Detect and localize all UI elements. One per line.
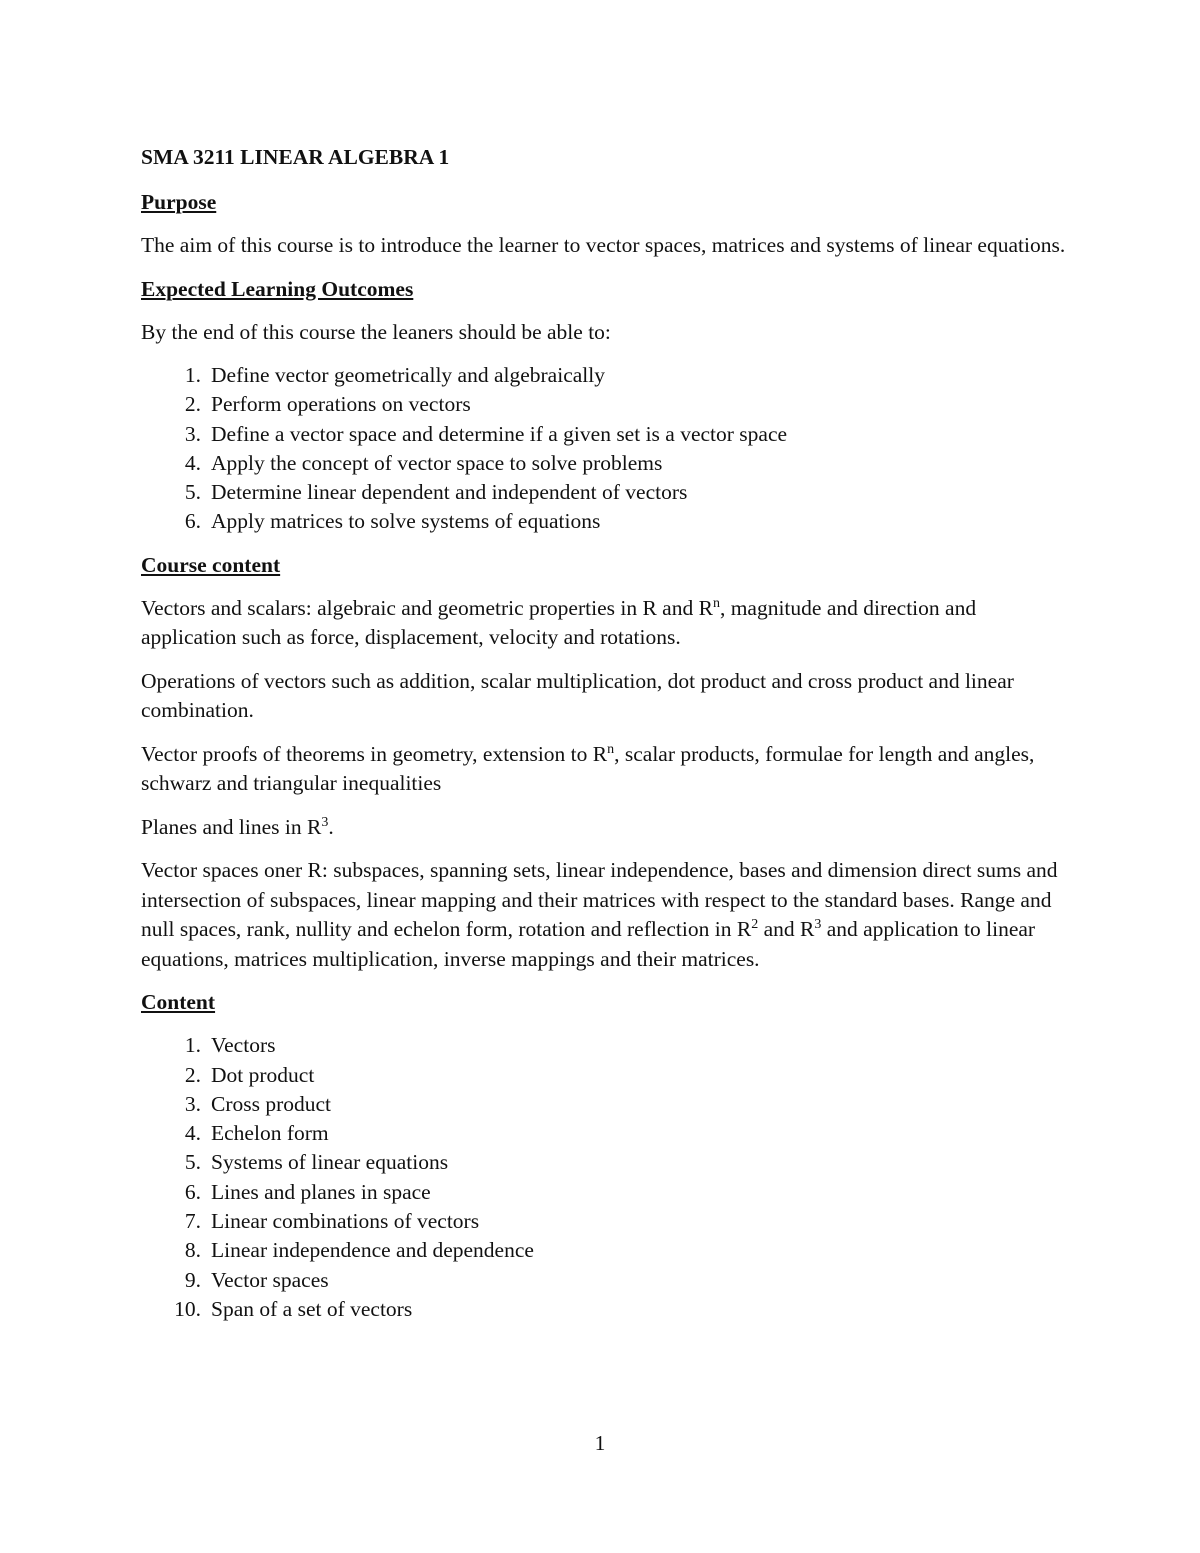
course-content-paragraph-2: Operations of vectors such as addition, scalar multiplication, dot product and cross product and linear combination. (141, 668, 1014, 723)
text-run: Vectors and scalars: algebraic and geometric properties in R and R (141, 595, 713, 620)
list-item (141, 361, 1071, 390)
list-item-text: Perform operations on vectors (211, 392, 471, 417)
list-item-text: Linear combinations of vectors (211, 1209, 480, 1234)
list-number: 3. (184, 421, 201, 446)
text-run: , scalar products, formulae for length and angles, schwarz and triangular inequalities (141, 741, 1035, 796)
course-content-paragraph-3 (141, 740, 1071, 799)
list-number: 5. (184, 480, 201, 505)
list-item (141, 1207, 1071, 1236)
text-run: . (328, 814, 334, 839)
list-item (141, 420, 1071, 449)
list-item (141, 1061, 1071, 1090)
list-number: 4. (184, 450, 201, 475)
content-list (141, 1031, 1071, 1324)
list-number: 2. (184, 1062, 201, 1087)
superscript: 3 (814, 917, 822, 933)
list-item-text: Linear independence and dependence (211, 1238, 534, 1263)
list-number: 8. (184, 1238, 201, 1263)
page-number: 1 (594, 1431, 606, 1455)
list-item (141, 1031, 1071, 1060)
list-number: 5. (184, 1150, 201, 1175)
course-content-paragraph-1 (141, 594, 1071, 653)
list-number: 1. (184, 1033, 201, 1058)
list-item-text: Determine linear dependent and independent of vectors (211, 480, 688, 505)
superscript: n (607, 741, 615, 757)
text-run: Vector proofs of theorems in geometry, extension to R (141, 741, 608, 766)
superscript: 3 (321, 814, 329, 830)
list-item-text: Echelon form (211, 1121, 329, 1146)
list-item-text: Apply the concept of vector space to solve problems (211, 450, 663, 475)
outcomes-intro: By the end of this course the leaners should be able to: (141, 319, 611, 344)
content-heading: Content (141, 990, 216, 1015)
course-title: SMA 3211 LINEAR ALGEBRA 1 (141, 145, 450, 169)
list-item-text: Vector spaces (211, 1267, 329, 1292)
list-item-text: Define vector geometrically and algebraically (211, 363, 605, 387)
list-item-text: Dot product (211, 1062, 315, 1087)
list-item (141, 390, 1071, 419)
purpose-heading: Purpose (141, 190, 217, 214)
list-item (141, 449, 1071, 478)
list-item-text: Lines and planes in space (211, 1179, 431, 1204)
list-item-text: Span of a set of vectors (211, 1296, 413, 1321)
text-run: and R (758, 917, 815, 942)
list-item-text: Systems of linear equations (211, 1150, 449, 1175)
list-item (141, 1090, 1071, 1119)
list-number: 1. (184, 363, 201, 387)
list-item (141, 1266, 1071, 1295)
list-item (141, 1295, 1071, 1324)
superscript: n (712, 595, 720, 611)
list-item (141, 1236, 1071, 1265)
purpose-text: The aim of this course is to introduce the learner to vector spaces, matrices and systems of linear equations. (141, 233, 1066, 257)
text-run: , magnitude and direction and application such as force, displacement, velocity and rotations. (141, 595, 977, 650)
list-number: 3. (184, 1091, 201, 1116)
text-run: Planes and lines in R (141, 814, 322, 839)
superscript: 2 (751, 917, 759, 933)
list-item (141, 1119, 1071, 1148)
list-item (141, 1178, 1071, 1207)
list-item (141, 1148, 1071, 1177)
list-number: 4. (184, 1121, 201, 1146)
list-item (141, 507, 1071, 536)
outcomes-list (141, 361, 1071, 537)
list-number: 9. (184, 1267, 201, 1292)
text-run: Vector spaces oner R: subspaces, spanning sets, linear independence, bases and dimension direct sums and intersection of subspaces, linear mapping and their matrices with respect to the standard bases. Range and null spaces, rank, nullity and echelon form, rotation and reflection in R (141, 858, 1058, 942)
text-run: and application to linear equations, matrices multiplication, inverse mappings and their matrices. (141, 917, 1036, 971)
course-content-paragraph-5 (141, 856, 1071, 974)
list-item-text: Apply matrices to solve systems of equations (211, 509, 601, 534)
list-number: 6. (184, 1179, 201, 1204)
page-content (141, 143, 1071, 1338)
list-item-text: Define a vector space and determine if a given set is a vector space (211, 421, 788, 446)
list-item-text: Cross product (211, 1091, 332, 1116)
list-number: 10. (174, 1296, 201, 1321)
list-number: 7. (184, 1209, 201, 1234)
course-content-heading: Course content (141, 552, 281, 577)
list-item (141, 478, 1071, 507)
course-content-paragraph-4 (141, 813, 1071, 843)
outcomes-heading: Expected Learning Outcomes (141, 276, 414, 301)
list-number: 6. (184, 509, 201, 534)
list-item-text: Vectors (211, 1033, 276, 1058)
list-number: 2. (184, 392, 201, 417)
